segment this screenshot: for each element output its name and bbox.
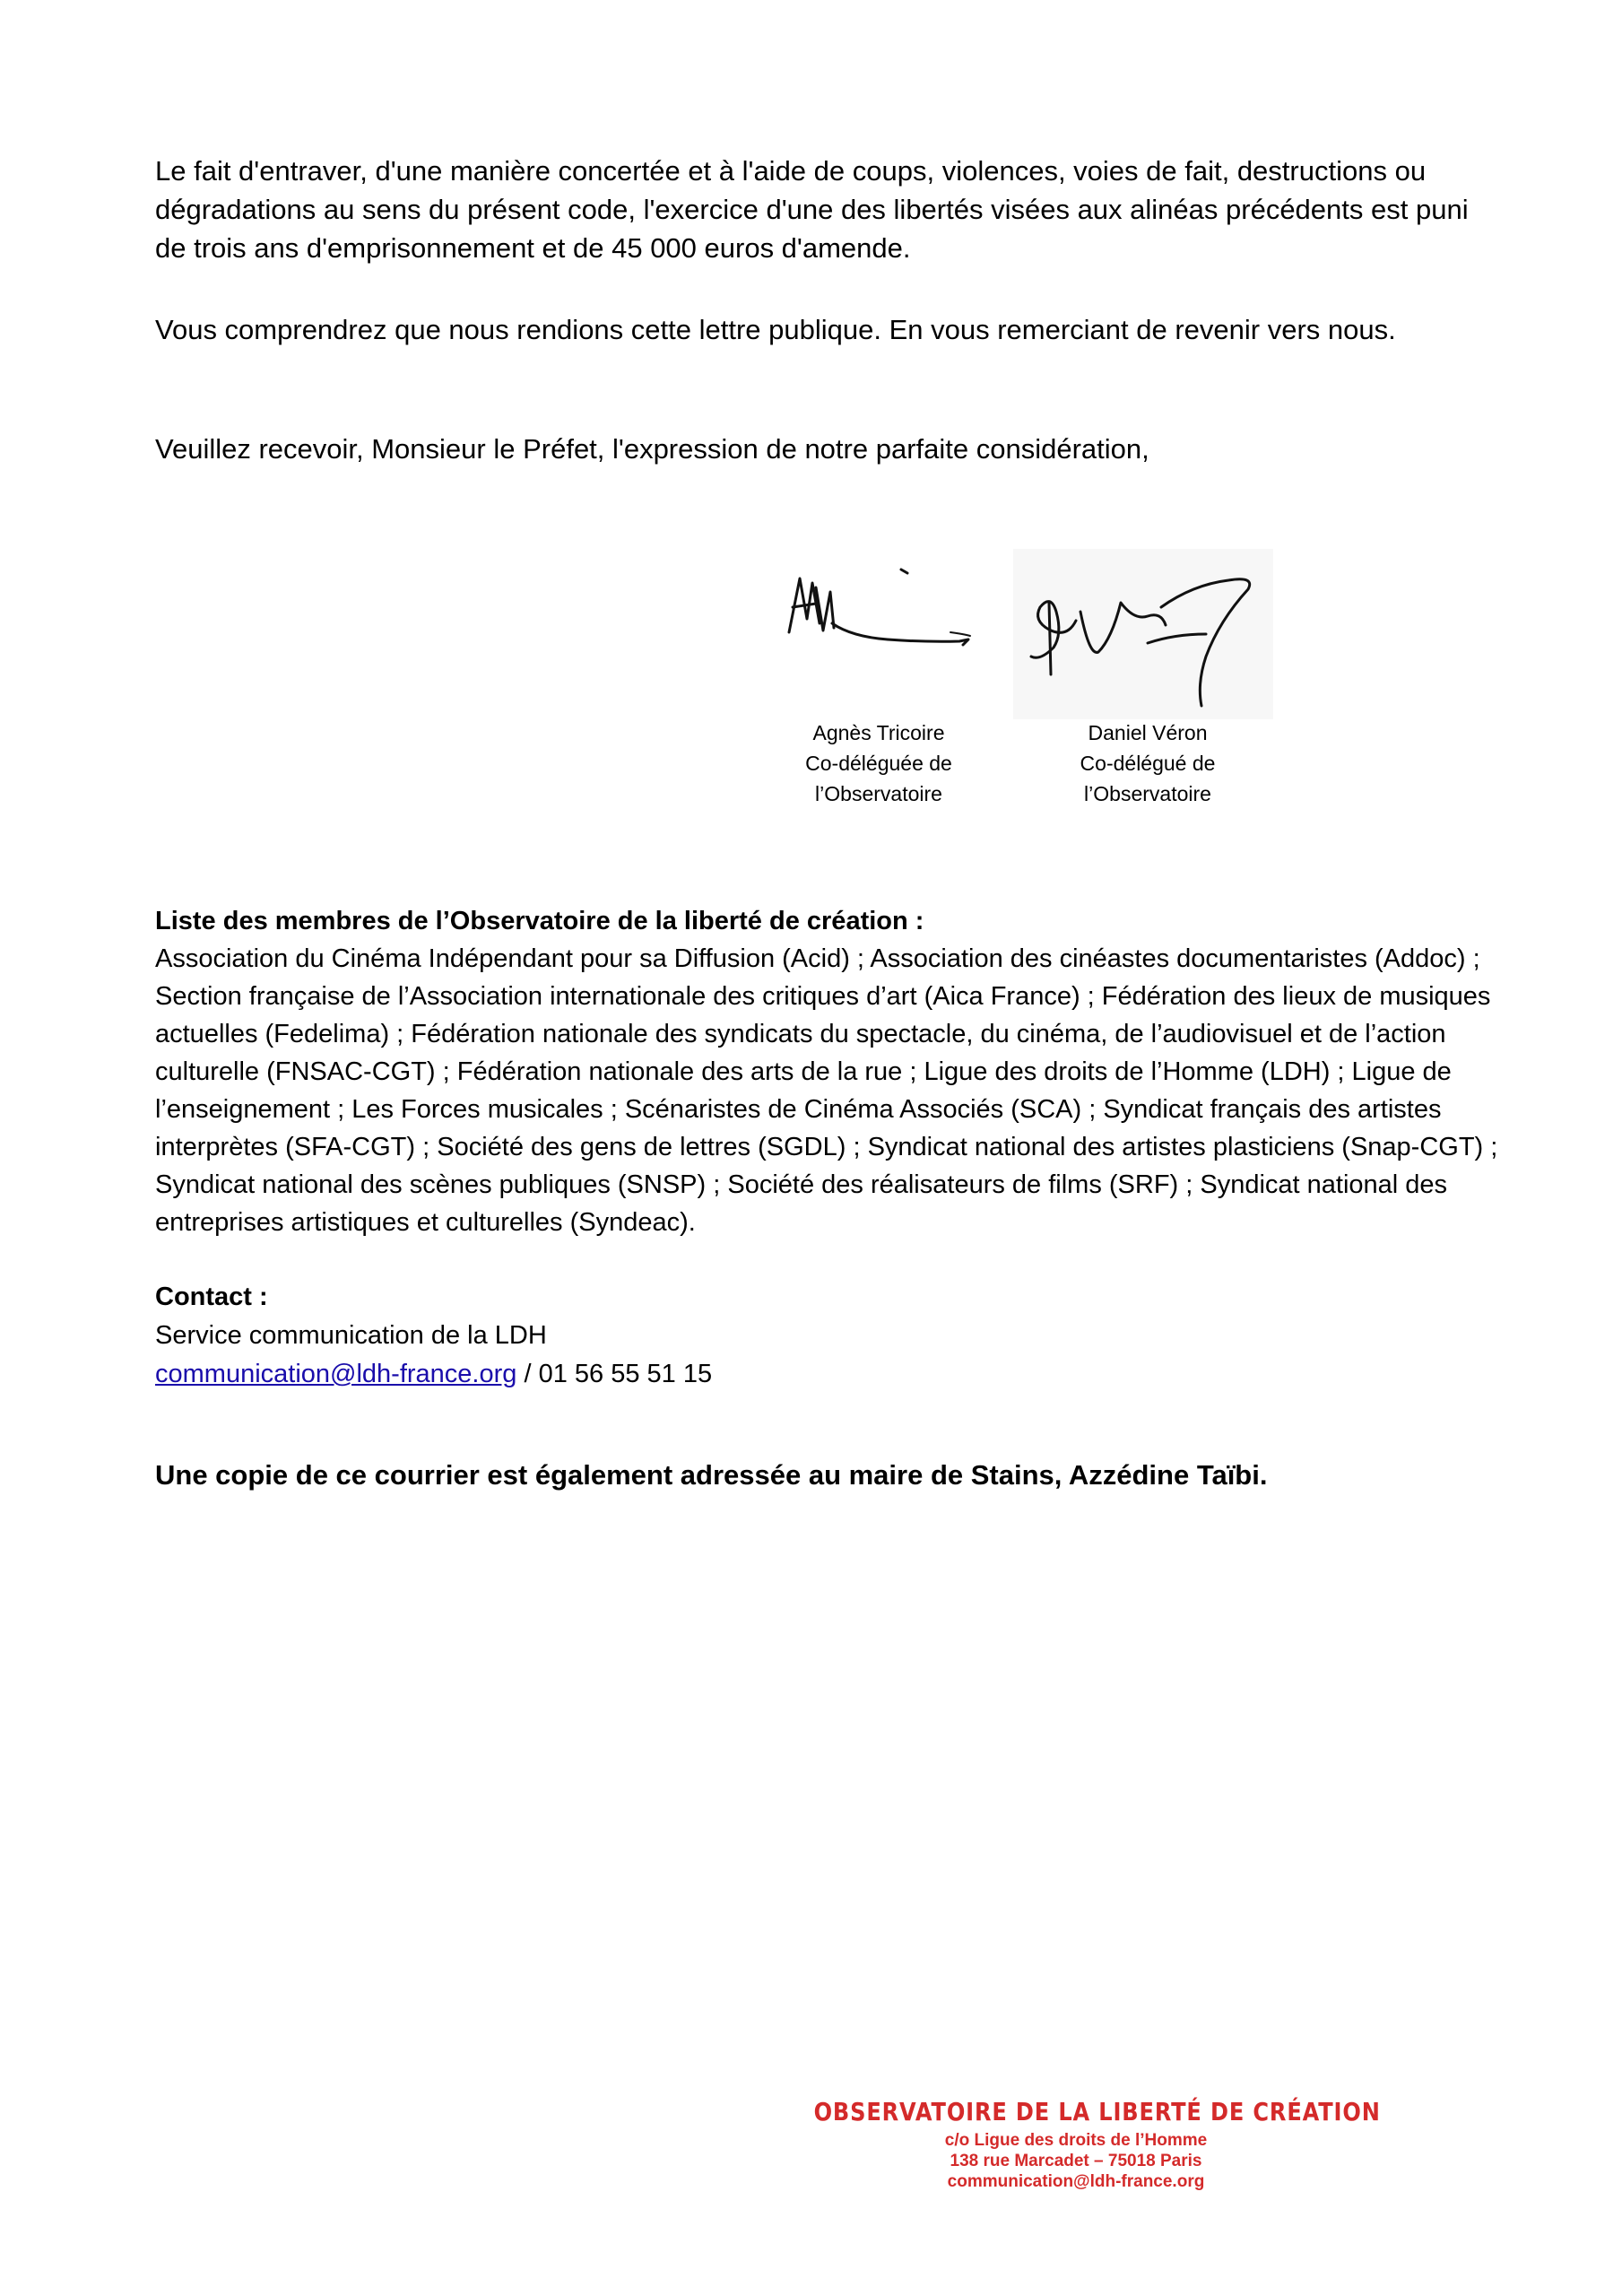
footer-address-line: c/o Ligue des droits de l’Homme	[944, 2131, 1208, 2150]
members-heading: Liste des membres de l’Observatoire de la liberté de création :	[155, 907, 924, 935]
signatory-name: Daniel Véron	[1088, 721, 1208, 744]
signatory-block-2	[1031, 718, 1264, 809]
signatory-role: Co-délégué de	[1080, 752, 1216, 775]
footer-letterhead	[771, 2094, 1381, 2192]
footer-email: communication@ldh-france.org	[947, 2172, 1205, 2191]
footer-address-line: 138 rue Marcadet – 75018 Paris	[950, 2152, 1202, 2170]
members-section	[155, 902, 1500, 1241]
contact-section	[155, 1278, 1231, 1394]
footer-org-name: OBSERVATOIRE DE LA LIBERTÉ DE CRÉATION	[813, 2097, 1381, 2126]
signatory-name: Agnès Tricoire	[812, 721, 945, 744]
contact-heading: Contact :	[155, 1283, 268, 1311]
members-list: Association du Cinéma Indépendant pour sa Diffusion (Acid) ; Association des cinéastes documentaristes (Addoc) ; Section française de l’Association internationale des critiques d’art (Aica France) ; Fédération des lieux de musiques actuelles (Fedelima) ; Fédération nationale des syndicats du spectacle, du cinéma, de l’audiovisuel et de l’action culturelle (FNSAC-CGT) ; Fédération nationale des arts de la rue ; Ligue des droits de l’Homme (LDH) ; Ligue de l’enseignement ; Les Forces musicales ; Scénaristes de Cinéma Associés (SCA) ; Syndicat français des artistes interprètes (SFA-CGT) ; Société des gens de lettres (SGDL) ; Syndicat national des artistes plasticiens (Snap-CGT) ; Syndicat national des scènes publiques (SNSP) ; Société des réalisateurs de films (SRF) ; Syndicat national des entreprises artistiques et culturelles (Syndeac).	[155, 944, 1498, 1237]
signatory-role: l’Observatoire	[1084, 782, 1211, 805]
contact-line	[155, 1355, 1231, 1394]
signatory-role: l’Observatoire	[815, 782, 942, 805]
signatory-block-1	[762, 718, 995, 809]
signature-agnes-tricoire	[780, 552, 986, 668]
contact-phone: / 01 56 55 51 15	[516, 1360, 713, 1388]
copy-note: Une copie de ce courrier est également adressée au maire de Stains, Azzédine Taïbi.	[155, 1459, 1268, 1491]
paragraph-public-letter: Vous comprendrez que nous rendions cette lettre publique. En vous remerciant de revenir vers nous.	[155, 314, 1396, 345]
contact-email-link[interactable]: communication@ldh-france.org	[155, 1360, 517, 1388]
contact-service: Service communication de la LDH	[155, 1321, 547, 1350]
signatory-role: Co-déléguée de	[805, 752, 952, 775]
signature-daniel-veron	[1013, 549, 1273, 719]
paragraph-closing: Veuillez recevoir, Monsieur le Préfet, l'expression de notre parfaite considération,	[155, 433, 1149, 465]
paragraph-penal-code: Le fait d'entraver, d'une manière concertée et à l'aide de coups, violences, voies de fait, destructions ou dégradations au sens du présent code, l'exercice d'une des libertés visées aux alinéas précédents est puni de trois ans d'emprisonnement et de 45 000 euros d'amende.	[155, 155, 1469, 264]
